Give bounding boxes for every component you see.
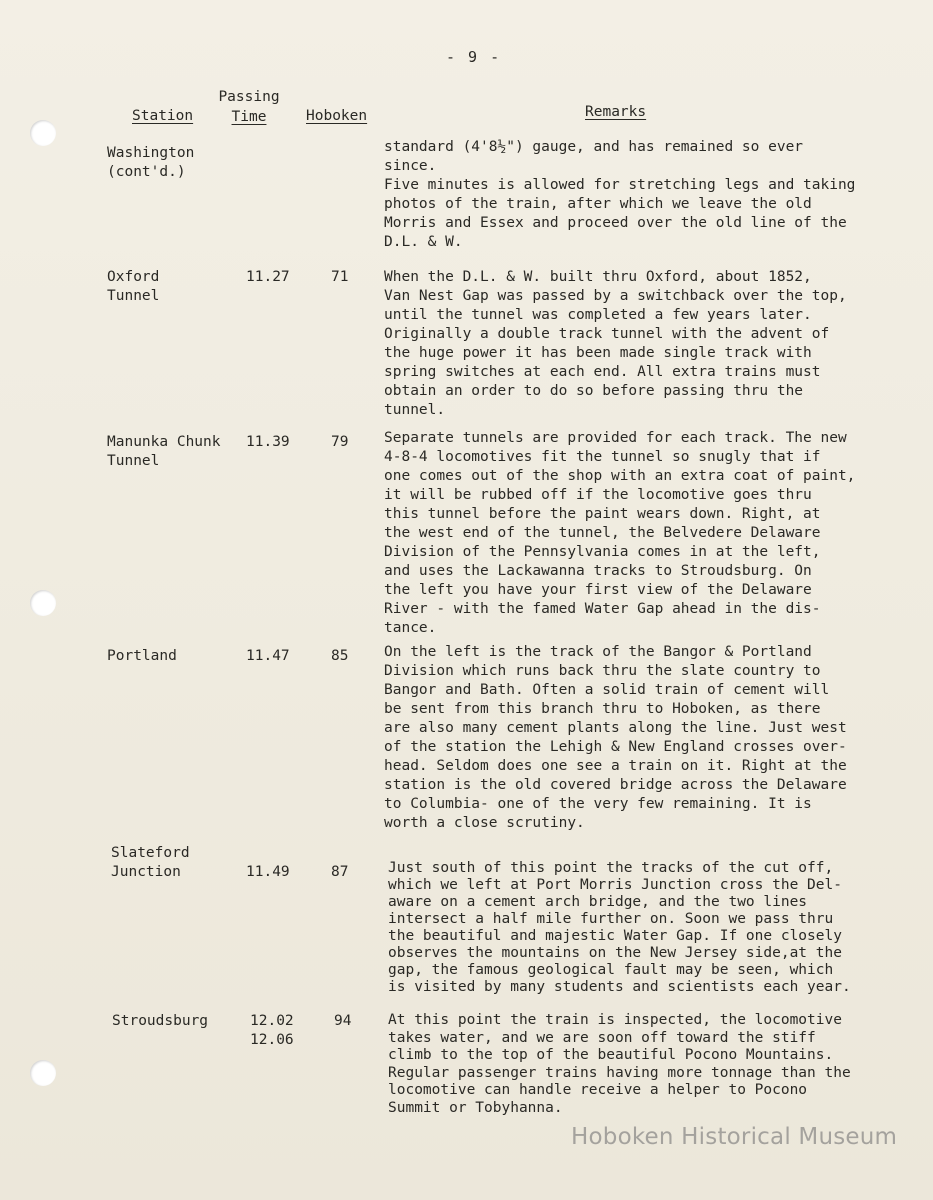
header-passing-line1: Passing (218, 89, 280, 105)
passing-time: 12.02 12.06 (250, 1013, 294, 1048)
station-name: Manunka Chunk Tunnel (107, 434, 221, 469)
passing-time: 11.27 (246, 269, 290, 285)
passing-time: 11.39 (246, 434, 290, 450)
passing-time: 11.49 (246, 864, 290, 880)
header-passing-line2: Time (231, 109, 267, 125)
page-number: - 9 - (446, 48, 502, 66)
station-name: Oxford Tunnel (107, 269, 160, 304)
header-station: Station (132, 108, 194, 124)
hoboken-miles: 85 (331, 648, 349, 664)
header-passing-time (214, 87, 284, 127)
remarks-text: At this point the train is inspected, the locomotive takes water, and we are soon off toward the stiff climb to the top of the beautiful Pocono Mountains. Regular passenger trains having more tonnage than the locomotive can handle receive a helper to Pocono Summit or Tobyhanna. (388, 1012, 851, 1116)
binder-hole (30, 1060, 56, 1086)
remarks-text: On the left is the track of the Bangor & Portland Division which runs back thru the slate country to Bangor and Bath. Often a solid train of cement will be sent from this branch thru to Hoboken, as there are also many cement plants along the line. Just west of the station the Lehigh & New England crosses over- head. Seldom does one see a train on it. Right at the station is the old covered bridge across the Delaware to Columbia- one of the very few remaining. It is worth a close scrutiny. (384, 644, 847, 831)
station-name: Stroudsburg (112, 1013, 209, 1029)
museum-watermark: Hoboken Historical Museum (571, 1124, 898, 1150)
hoboken-miles: 87 (331, 864, 349, 880)
hoboken-miles: 94 (334, 1013, 352, 1029)
station-name: Washington (cont'd.) (107, 145, 195, 180)
binder-hole (30, 590, 56, 616)
remarks-text: Just south of this point the tracks of the cut off, which we left at Port Morris Junction cross the Del- aware on a cement arch bridge, and the two lines intersect a half mile further on. Soon we pass thru the beautiful and majestic Water Gap. If one closely observes the mountains on the New Jersey side,at the gap, the famous geological fault may be seen, which is visited by many students and scientists each year. (388, 860, 851, 995)
binder-hole (30, 120, 56, 146)
header-remarks: Remarks (585, 104, 647, 120)
remarks-text: standard (4'8½") gauge, and has remained so ever since. Five minutes is allowed for stretching legs and taking photos of the train, after which we leave the old Morris and Essex and proceed over the old line of the D.L. & W. (384, 139, 856, 250)
hoboken-miles: 79 (331, 434, 349, 450)
passing-time: 11.47 (246, 648, 290, 664)
remarks-text: Separate tunnels are provided for each track. The new 4-8-4 locomotives fit the tunnel so snugly that if one comes out of the shop with an extra coat of paint, it will be rubbed off if the locomotive goes thru this tunnel before the paint wears down. Right, at the west end of the tunnel, the Belvedere Delaware Division of the Pennsylvania comes in at the left, and uses the Lackawanna tracks to Stroudsburg. On the left you have your first view of the Delaware River - with the famed Water Gap ahead in the dis- tance. (384, 430, 856, 636)
hoboken-miles: 71 (331, 269, 349, 285)
station-name: Portland (107, 648, 177, 664)
header-hoboken: Hoboken (306, 108, 368, 124)
remarks-text: When the D.L. & W. built thru Oxford, about 1852, Van Nest Gap was passed by a switchback over the top, until the tunnel was completed a few years later. Originally a double track tunnel with the advent of the huge power it has been made single track with spring switches at each end. All extra trains must obtain an order to do so before passing thru the tunnel. (384, 269, 847, 418)
station-name: Slateford Junction (111, 845, 190, 880)
